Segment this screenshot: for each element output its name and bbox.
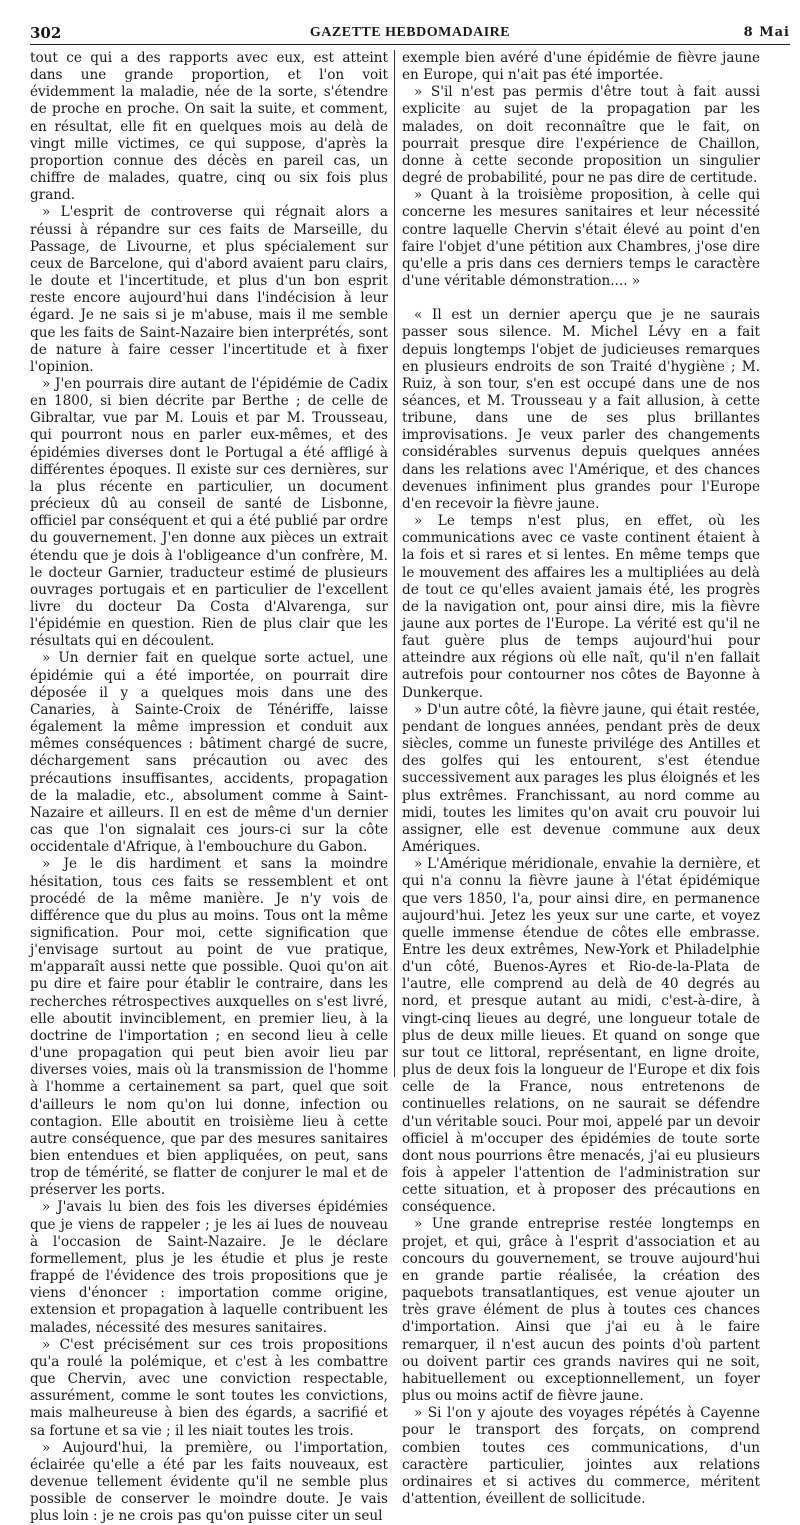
left-column <box>30 50 388 1525</box>
paragraph: exemple bien avéré d'une épidémie de fièvre jaune en Europe, qui n'ait pas été importée. <box>402 50 760 84</box>
paragraph: » J'en pourrais dire autant de l'épidémie de Cadix en 1800, si bien décrite par Berthe ; de celle de Gibraltar, vue par M. Louis et par M. Trousseau, qui pourront nous en parler eux-mêmes, et des épidémies diverses dont le Portugal a été affligé à différentes époques. Il existe sur ces dernières, sur la plus récente en particulier, un document précieux dû au conseil de santé de Lisbonne, officiel par conséquent et qui a été publié par ordre du gouvernement. J'en donne aux pièces un extrait étendu que je dois à l'obligeance d'un confrère, M. le docteur Garnier, traducteur estimé de plusieurs ouvrages portugais et en particulier de l'excellent livre du docteur Da Costa d'Alvarenga, sur l'épidémie en question. Rien de plus clair que les résultats qui en découlent. <box>30 375 388 650</box>
page-header <box>30 22 790 45</box>
text-columns <box>30 50 790 1525</box>
paragraph: » J'avais lu bien des fois les diverses épidémies que je viens de rappeler ; je les ai lues de nouveau à l'occasion de Saint-Nazaire. Je le déclare formellement, plus je les étudie et plus je reste frappé de l'évidence des trois propositions que je viens d'énoncer : importation comme origine, extension et propagation à laquelle contribuent les malades, nécessité des mesures sanitaires. <box>30 1199 388 1336</box>
paragraph: » Une grande entreprise restée longtemps en projet, et qui, grâce à l'esprit d'association et au concours du gouvernement, se trouve aujourd'hui en grande partie réalisée, la création des paquebots transatlantiques, est venue ajouter un très grave élément de plus à toutes ces chances d'importation. Ainsi que j'ai eu à le faire remarquer, il n'est aucun des points d'où partent ou doivent partir ces grands navires qui ne soit, habituellement ou exceptionnellement, un foyer plus ou moins actif de fièvre jaune. <box>402 1216 760 1405</box>
issue-date: 8 Mai <box>743 25 790 40</box>
paragraph: tout ce qui a des rapports avec eux, est atteint dans une grande proportion, et l'on voit évidemment la maladie, née de la sorte, s'étendre de proche en proche. On sait la suite, et comment, en résultat, elle fit en quelques mois au delà de vingt mille victimes, ce qui suppose, d'après la proportion connue des décès en pareil cas, un chiffre de malades, quatre, cinq ou six fois plus grand. <box>30 50 388 204</box>
paragraph: » Aujourd'hui, la première, ou l'importation, éclairée qu'elle a été par les faits nouveaux, est devenue tellement évidente qu'il ne semble plus possible de conserver le moindre doute. Je vais plus loin : je ne crois pas qu'on puisse citer un seul <box>30 1439 388 1525</box>
paragraph: » C'est précisément sur ces trois propositions qu'a roulé la polémique, et c'est à les combattre que Chervin, avec une conviction respectable, assurément, comme le sont toutes les convictions, mais malheureuse à bien des égards, a sacrifié et sa fortune et sa vie ; il les niait toutes les trois. <box>30 1336 388 1439</box>
right-column <box>402 50 760 1507</box>
column-divider <box>394 50 395 1077</box>
paragraph: » Quant à la troisième proposition, à celle qui concerne les mesures sanitaires et leur nécessité contre laquelle Chervin s'était élevé au point d'en faire l'objet d'une pétition aux Chambres, j'ose dire qu'elle a pris dans ces derniers temps le caractère d'une véritable démonstration.... » <box>402 187 760 290</box>
paragraph: » Si l'on y ajoute des voyages répétés à Cayenne pour le transport des forçats, on comprend combien toutes ces communications, d'un caractère particulier, jointes aux relations ordinaires et si actives du commerce, méritent d'attention, éveillent de sollicitude. <box>402 1405 760 1507</box>
newspaper-page <box>30 22 790 1525</box>
paragraph: » S'il n'est pas permis d'être tout à fait aussi explicite au sujet de la propagation par les malades, on doit reconnaître que le fait, on pourrait presque dire l'expérience de Chaillon, donne à cette seconde proposition un singulier degré de probabilité, pour ne pas dire de certitude. <box>402 84 760 187</box>
paragraph: » L'esprit de controverse qui régnait alors a réussi à répandre sur ces faits de Marseille, du Passage, de Livourne, et plus spécialement sur ceux de Barcelone, qui d'abord avaient paru clairs, le doute et l'incertitude, et plus d'un bon esprit reste encore aujourd'hui dans l'indécision à leur égard. Je ne sais si je m'abuse, mais il me semble que les faits de Saint-Nazaire bien interprétés, sont de nature à faire cesser l'incertitude et à fixer l'opinion. <box>30 204 388 375</box>
page-number: 302 <box>30 24 62 42</box>
paragraph: « Il est un dernier aperçu que je ne saurais passer sous silence. M. Michel Lévy en a fait depuis longtemps l'objet de judicieuses remarques en plusieurs endroits de son Traité d'hygiène ; M. Ruiz, à son tour, s'en est occupé dans une de nos séances, et M. Trousseau y a fait allusion, à cette tribune, dans une de ses plus brillantes improvisations. Je veux parler des changements considérables survenus depuis quelques années dans les relations avec l'Amérique, et des chances devenues infiniment plus grandes pour l'Europe d'en recevoir la fièvre jaune. <box>402 307 760 512</box>
paragraph: » Je le dis hardiment et sans la moindre hésitation, tous ces faits se ressemblent et ont procédé de la même manière. Je n'y vois de différence que du plus au moins. Tous ont la même signification. Pour moi, cette signification que j'envisage surtout au point de vue pratique, m'apparaît aussi nette que possible. Quoi qu'on ait pu dire et faire pour établir le contraire, dans les recherches rétrospectives auxquelles on s'est livré, elle aboutit invinciblement, en premier lieu, à la doctrine de l'importation ; en second lieu à celle d'une propagation qui peut bien avoir lieu par diverses voies, mais où la transmission de l'homme à l'homme a certainement sa part, quel que soit d'ailleurs le nom qu'on lui donne, infection ou contagion. Elle aboutit en troisième lieu à cette autre conséquence, que par des mesures sanitaires bien entendues et bien appliquées, on peut, sans trop de témérité, se flatter de conjurer le mal et de préserver les ports. <box>30 856 388 1199</box>
paragraph: » L'Amérique méridionale, envahie la dernière, et qui n'a connu la fièvre jaune à l'état épidémique que vers 1850, l'a, pour ainsi dire, en permanence aujourd'hui. Jetez les yeux sur une carte, et voyez quelle immense étendue de côtes elle embrasse. Entre les deux extrêmes, New-York et Philadelphie d'un côté, Buenos-Ayres et Rio-de-la-Plata de l'autre, elle comprend au delà de 40 degrés au nord, et presque autant au midi, c'est-à-dire, à vingt-cinq lieues au degré, une longueur totale de plus de deux mille lieues. Et quand on songe que sur tout ce littoral, représentant, en ligne droite, plus de deux fois la longueur de l'Europe et dix fois celle de la France, nous entretenons de continuelles relations, on ne saurait se défendre d'un véritable souci. Pour moi, appelé par un devoir officiel à m'occuper des épidémies de toute sorte dont nous pourrions être menacés, j'ai eu plusieurs fois à appeler l'attention de l'administration sur cette situation, et à proposer des précautions en conséquence. <box>402 856 760 1216</box>
paragraph: » Un dernier fait en quelque sorte actuel, une épidémie qui a été importée, on pourrait dire déposée il y a quelques mois dans une des Canaries, à Sainte-Croix de Ténériffe, laisse également la même impression et conduit aux mêmes conséquences : bâtiment chargé de sucre, déchargement sans précaution ou avec des précautions insuffisantes, accidents, propagation de la maladie, etc., absolument comme à Saint-Nazaire et ailleurs. Il en est de même d'un dernier cas que l'on signalait ces jours-ci sur la côte occidentale d'Afrique, à l'embouchure du Gabon. <box>30 650 388 856</box>
paragraph: » Le temps n'est plus, en effet, où les communications avec ce vaste continent étaient à la fois et si rares et si lentes. En même temps que le mouvement des affaires les a multipliées au delà de tout ce qu'elles avaient jamais été, les progrès de la navigation ont, pour ainsi dire, mis la fièvre jaune aux portes de l'Europe. La vérité est qu'il ne faut guère plus de temps aujourd'hui pour atteindre aux régions où elle naît, qu'il n'en fallait autrefois pour contourner nos côtes de Bayonne à Dunkerque. <box>402 513 760 701</box>
paragraph: » D'un autre côté, la fièvre jaune, qui était restée, pendant de longues années, pendant près de deux siècles, comme un funeste privilége des Antilles et des golfes qui les entourent, s'est étendue successivement aux parages les plus éloignés et les plus extrêmes. Franchissant, au nord comme au midi, toutes les limites qu'on avait cru pouvoir lui assigner, elle est devenue commune aux deux Amériques. <box>402 701 760 856</box>
publication-title: GAZETTE HEBDOMADAIRE <box>309 25 511 40</box>
